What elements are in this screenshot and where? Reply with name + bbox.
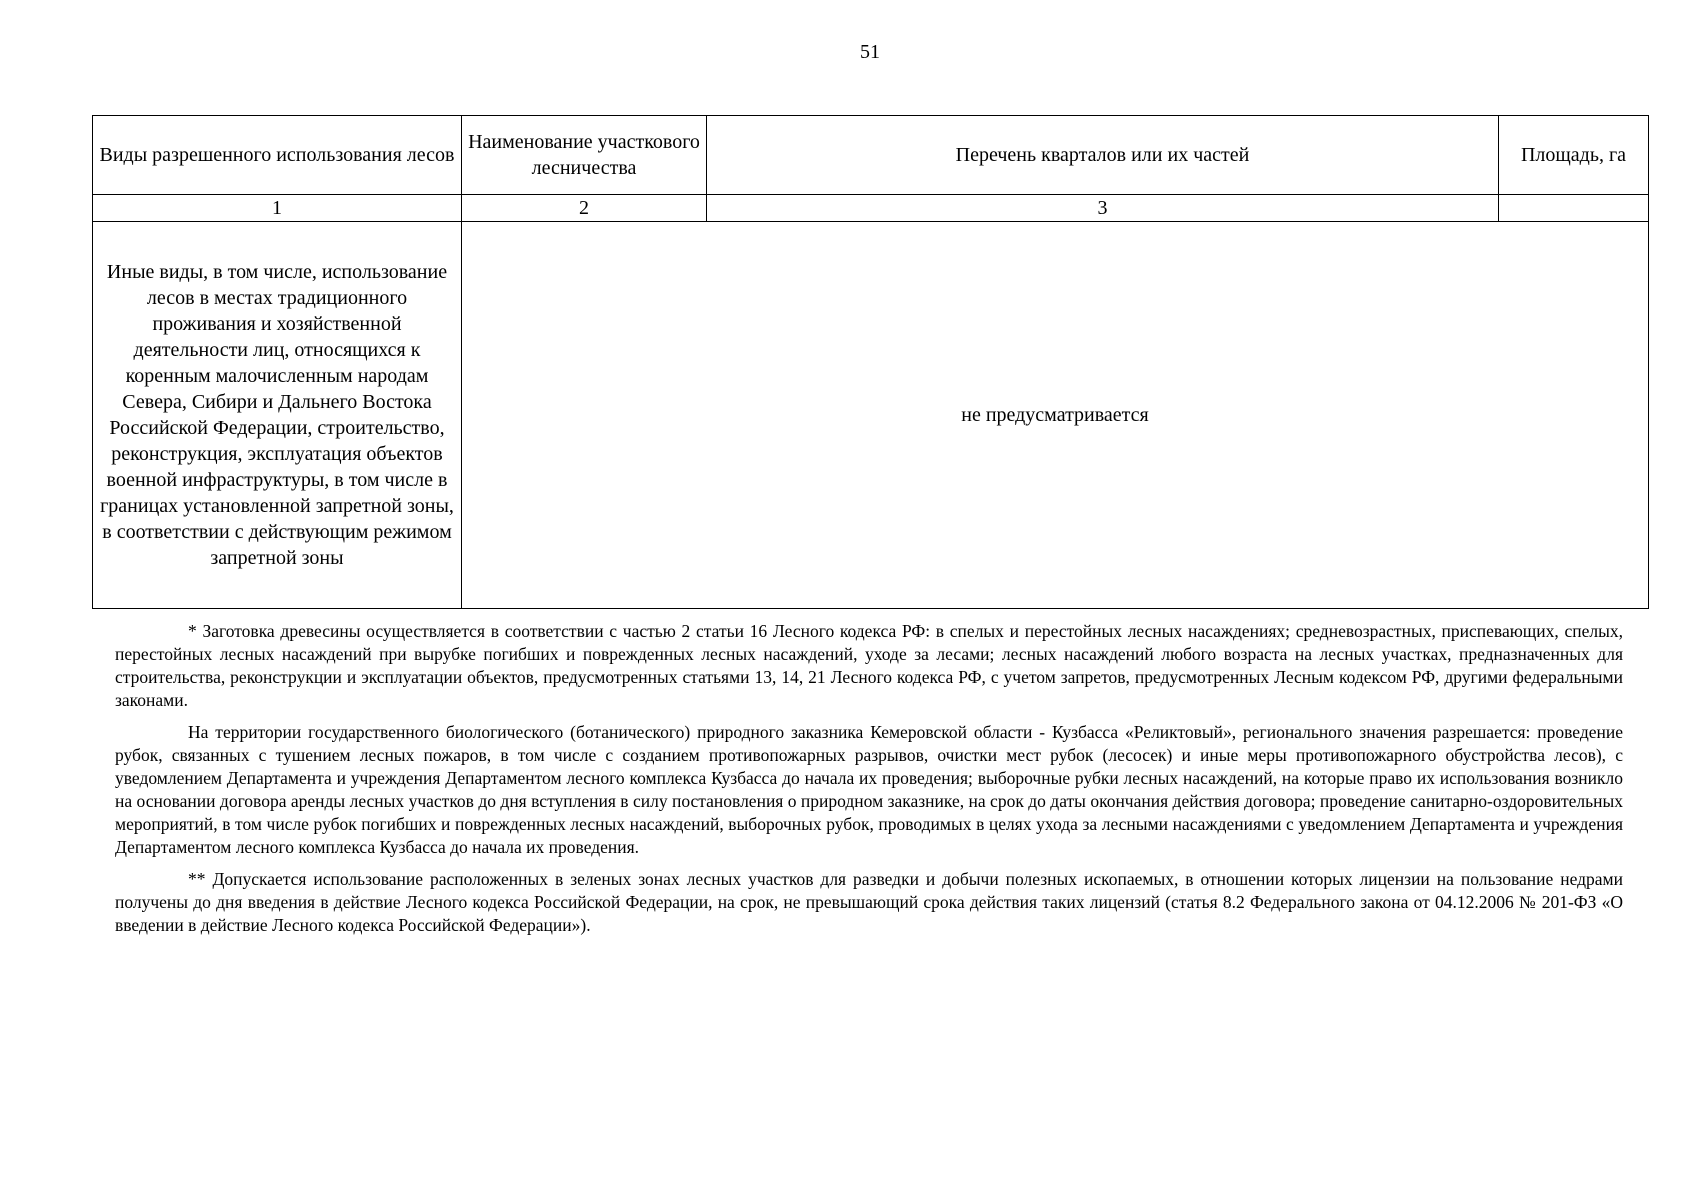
column-number: 3 [707, 195, 1499, 222]
not-provided-cell: не предусматривается [462, 222, 1649, 609]
header-forestry-name: Наименование участкового лесничества [462, 116, 707, 195]
header-area: Площадь, га [1499, 116, 1649, 195]
footnotes [115, 620, 1623, 946]
footnote-reserve-relict: На территории государственного биологического (ботанического) природного заказника Кемеровской области - Кузбасса «Реликтовый», регионального значения разрешается: проведение рубок, связанных с тушением лесных пожаров, в том числе с созданием противопожарных разрывов, очистки мест рубок (лесосек) и иные меры противопожарного обустройства лесов), с уведомлением Департамента и учреждения Департаментом лесного комплекса Кузбасса до начала их проведения; выборочные рубки лесных насаждений, на которые право их использования возникло на основании договора аренды лесных участков до дня вступления в силу постановления о природном заказнике, на срок до даты окончания действия договора; проведение санитарно-оздоровительных мероприятий, в том числе рубок погибших и поврежденных лесных насаждений, выборочных рубок, проводимых в целях ухода за лесными насаждениями с уведомлением Департамента и учреждения Департаментом лесного комплекса Кузбасса до начала их проведения. [115, 722, 1623, 857]
header-quarters-list: Перечень кварталов или их частей [707, 116, 1499, 195]
column-number-row [93, 195, 1649, 222]
page-number: 51 [860, 41, 880, 63]
footnote-timber-harvest: * Заготовка древесины осуществляется в соответствии с частью 2 статьи 16 Лесного кодекса РФ: в спелых и перестойных лесных насаждениях; средневозрастных, приспевающих, спелых, перестойных лесных насаждений при вырубке погибших и поврежденных лесных насаждений, уходе за лесами; лесных насаждений любого возраста на лесных участках, предназначенных для строительства, реконструкции и эксплуатации объектов, предусмотренных статьями 13, 14, 21 Лесного кодекса РФ, с учетом запретов, предусмотренных Лесным кодексом РФ, другими федеральными законами. [115, 621, 1623, 710]
column-number: 1 [93, 195, 462, 222]
header-use-types: Виды разрешенного использования лесов [93, 116, 462, 195]
table-header-row [93, 116, 1649, 195]
column-number: 2 [462, 195, 707, 222]
forest-use-table [92, 115, 1649, 609]
footnote-mineral-extraction: ** Допускается использование расположенных в зеленых зонах лесных участков для разведки и добычи полезных ископаемых, в отношении которых лицензии на пользование недрами получены до дня введения в действие Лесного кодекса Российской Федерации, на срок, не превышающий срока действия таких лицензий (статья 8.2 Федерального закона от 04.12.2006 № 201-ФЗ «О введении в действие Лесного кодекса Российской Федерации»). [115, 869, 1623, 935]
column-number [1499, 195, 1649, 222]
table-row [93, 222, 1649, 609]
use-type-cell: Иные виды, в том числе, использование лесов в местах традиционного проживания и хозяйственной деятельности лиц, относящихся к коренным малочисленным народам Севера, Сибири и Дальнего Востока Российской Федерации, строительство, реконструкция, эксплуатация объектов военной инфраструктуры, в том числе в границах установленной запретной зоны, в соответствии с действующим режимом запретной зоны [93, 222, 462, 609]
